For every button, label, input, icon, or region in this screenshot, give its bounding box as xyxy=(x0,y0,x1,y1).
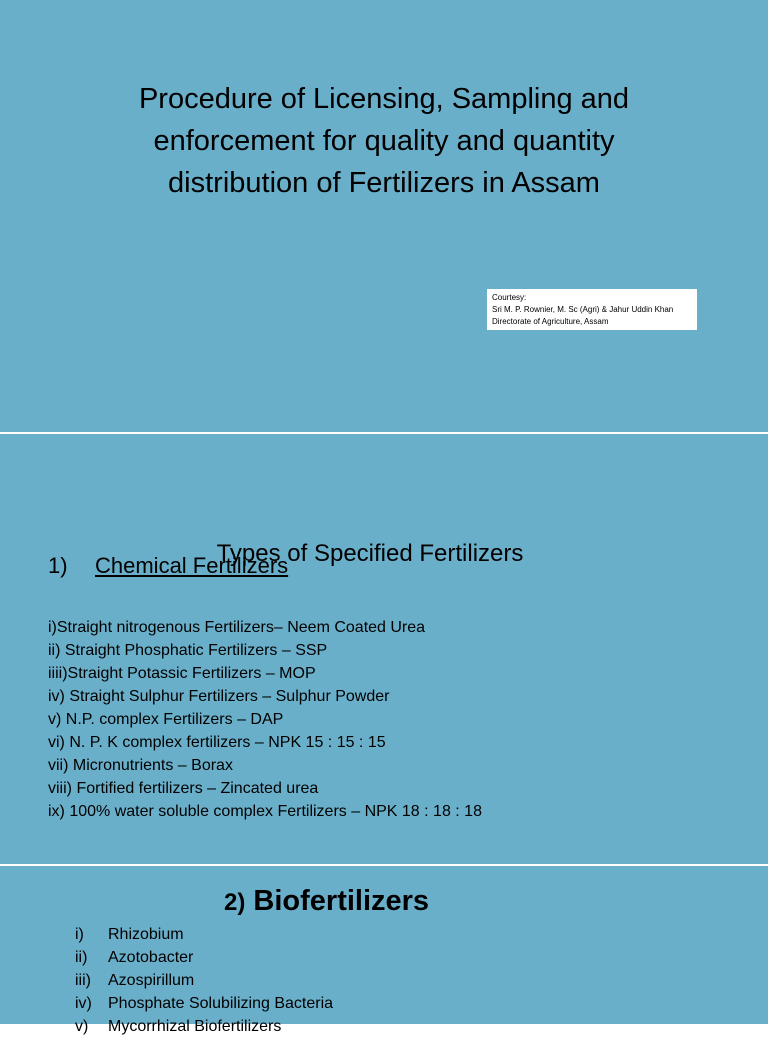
list-item: v) N.P. complex Fertilizers – DAP xyxy=(48,711,284,728)
list-item: vi) N. P. K complex fertilizers – NPK 15 : 15 : 15 xyxy=(48,734,386,751)
slide-title xyxy=(0,0,768,432)
courtesy-box xyxy=(487,289,697,330)
courtesy-organization: Directorate of Agriculture, Assam xyxy=(492,317,609,326)
list-marker: i) xyxy=(75,926,84,943)
slide-types-of-fertilizers xyxy=(0,434,768,864)
list-marker: v) xyxy=(75,1018,89,1035)
list-marker: iv) xyxy=(75,995,92,1012)
list-text: Azospirillum xyxy=(108,972,195,989)
list-item xyxy=(75,946,333,969)
list-marker: ii) xyxy=(75,949,88,966)
heading-text: Biofertilizers xyxy=(253,885,430,917)
list-item xyxy=(75,923,333,946)
list-item: i)Straight nitrogenous Fertilizers– Neem Coated Urea xyxy=(48,619,426,636)
list-text: Phosphate Solubilizing Bacteria xyxy=(108,995,334,1012)
list-text: Rhizobium xyxy=(108,926,184,943)
list-item: viii) Fortified fertilizers – Zincated urea xyxy=(48,780,319,797)
biofertilizer-list xyxy=(75,923,333,1038)
title-line: Procedure of Licensing, Sampling and xyxy=(138,83,630,115)
list-item xyxy=(75,992,333,1015)
list-text: Azotobacter xyxy=(108,949,194,966)
heading-number: 2) xyxy=(224,889,246,916)
subheading-number: 1) xyxy=(48,553,68,578)
presentation-title xyxy=(60,78,708,204)
list-item xyxy=(75,1015,333,1038)
list-item xyxy=(75,969,333,992)
list-item: vii) Micronutrients – Borax xyxy=(48,757,233,774)
list-item: ix) 100% water soluble complex Fertilizers – NPK 18 : 18 : 18 xyxy=(48,803,482,820)
courtesy-label: Courtesy: xyxy=(492,293,527,302)
slide-heading xyxy=(224,882,429,922)
subheading-chemical-fertilizers: Chemical Fertilizers xyxy=(95,553,289,578)
title-line: enforcement for quality and quantity xyxy=(153,125,615,157)
list-item: iv) Straight Sulphur Fertilizers – Sulphur Powder xyxy=(48,688,390,705)
courtesy-authors: Sri M. P. Rownier, M. Sc (Agri) & Jahur Uddin Khan xyxy=(492,305,674,314)
slide-biofertilizers xyxy=(0,866,768,1035)
list-marker: iii) xyxy=(75,972,91,989)
list-item: iiii)Straight Potassic Fertilizers – MOP xyxy=(48,665,316,682)
list-text: Mycorrhizal Biofertilizers xyxy=(108,1018,282,1035)
slide-heading: Types of Specified Fertilizers xyxy=(216,540,524,567)
title-line: distribution of Fertilizers in Assam xyxy=(168,167,600,199)
list-item: ii) Straight Phosphatic Fertilizers – SSP xyxy=(48,642,328,659)
chemical-fertilizer-list xyxy=(48,616,482,823)
